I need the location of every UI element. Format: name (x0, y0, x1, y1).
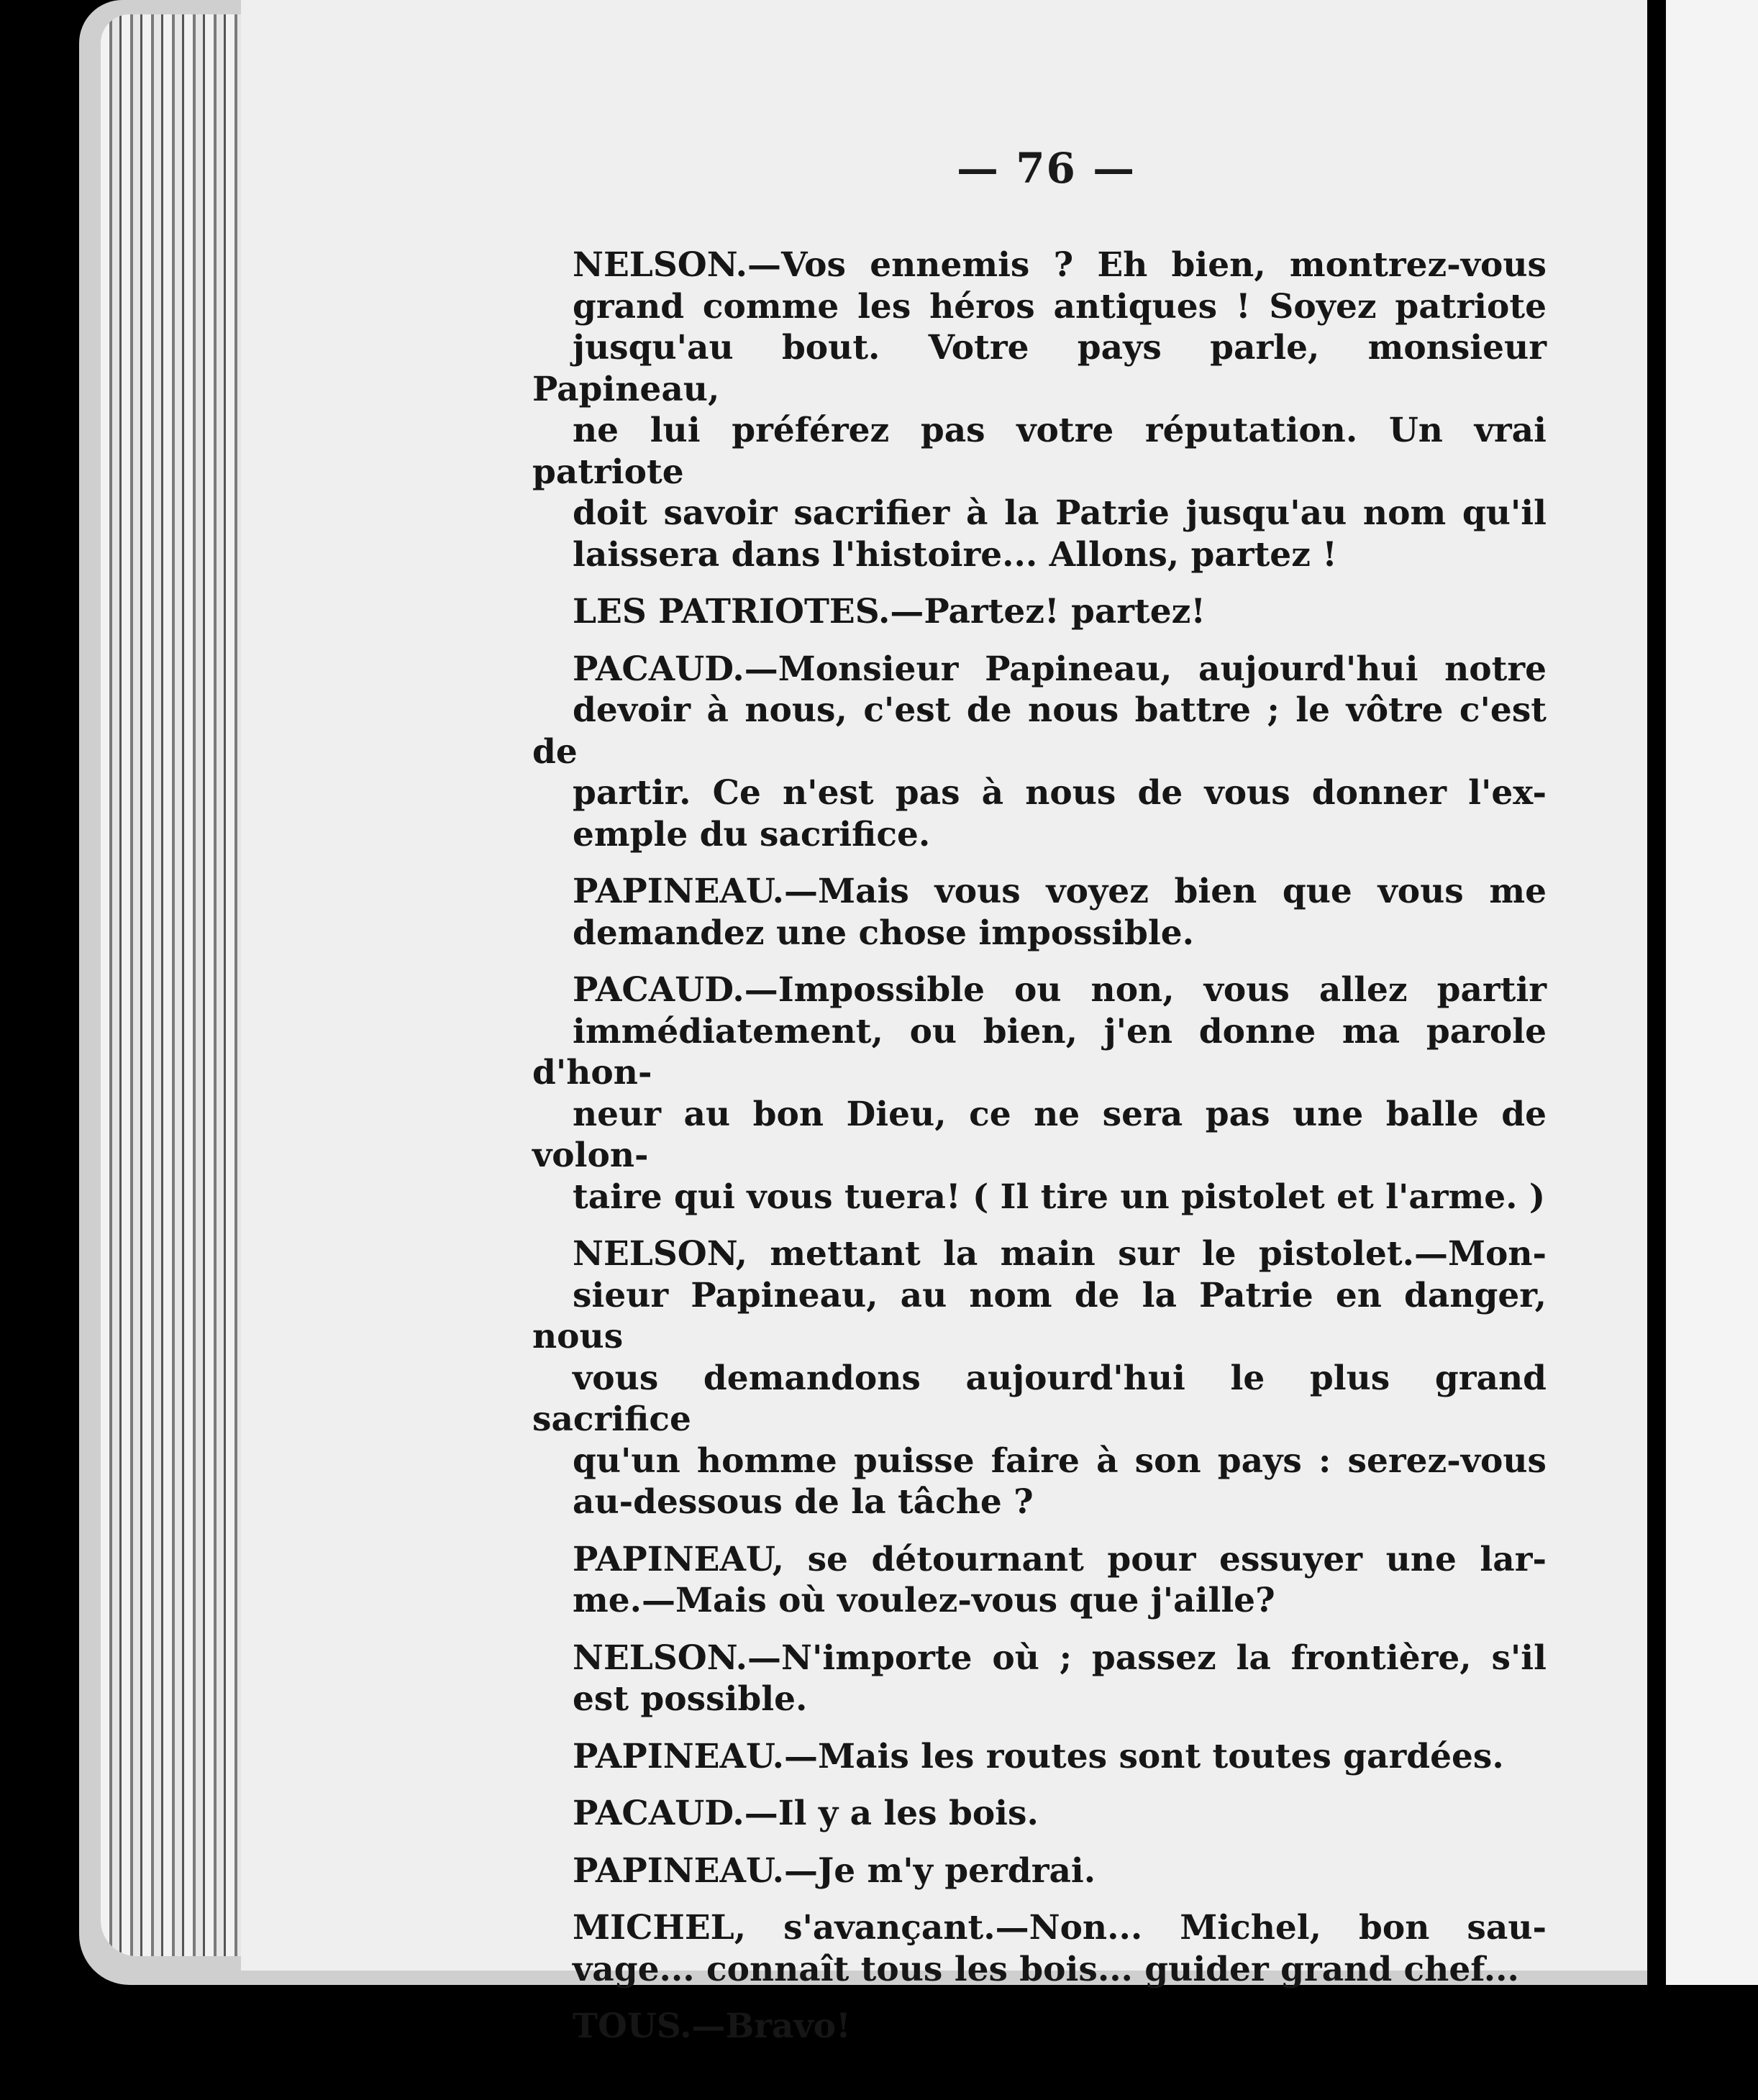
text-line: laissera dans l'histoire... Allons, partez ! (573, 534, 1337, 575)
text-line: vous demandons aujourd'hui le plus grand sacrifice (532, 1358, 1547, 1439)
text-line: demandez une chose impossible. (573, 913, 1194, 953)
text-line: me.—Mais où voulez-vous que j'aille? (573, 1581, 1275, 1620)
text-line: devoir à nous, c'est de nous battre ; le vôtre c'est de (532, 690, 1547, 772)
text-line: PAPINEAU.—Je m'y perdrai. (573, 1850, 1096, 1891)
text-line: taire qui vous tuera! ( Il tire un pistolet et l'arme. ) (573, 1177, 1546, 1217)
text-line: LES PATRIOTES.—Partez! partez! (573, 592, 1206, 631)
text-line: PACAUD.—Il y a les bois. (573, 1794, 1039, 1833)
paragraph (532, 245, 1547, 575)
text-line: emple du sacrifice. (573, 814, 931, 854)
right-border (1647, 0, 1666, 1985)
text-line: PACAUD.—Impossible ou non, vous allez partir (573, 970, 1547, 1010)
text-line: MICHEL, s'avançant.—Non... Michel, bon sau- (573, 1908, 1547, 1948)
text-line: qu'un homme puisse faire à son pays : serez-vous (573, 1441, 1547, 1481)
text-line: PAPINEAU, se détournant pour essuyer une lar- (573, 1539, 1547, 1579)
text-line: partir. Ce n'est pas à nous de vous donner l'ex- (573, 773, 1547, 813)
paragraph (532, 591, 1547, 633)
text-line: doit savoir sacrifier à la Patrie jusqu'au nom qu'il (573, 493, 1547, 533)
text-line: neur au bon Dieu, ce ne sera pas une balle de volon- (532, 1094, 1547, 1175)
text-line: NELSON, mettant la main sur le pistolet.—Mon- (573, 1234, 1547, 1274)
paragraph (532, 871, 1547, 954)
text-line: PAPINEAU.—Mais vous voyez bien que vous me (573, 872, 1547, 911)
page-edges (101, 14, 252, 1956)
text-line: au-dessous de la tâche ? (573, 1482, 1034, 1522)
text-line: PACAUD.—Monsieur Papineau, aujourd'hui notre (573, 649, 1547, 689)
text-line: PAPINEAU.—Mais les routes sont toutes gardées. (573, 1736, 1504, 1776)
text-line: NELSON.—Vos ennemis ? Eh bien, montrez-vous (573, 245, 1547, 285)
paragraph (532, 1907, 1547, 1990)
paragraph (532, 1793, 1547, 1835)
paragraph (532, 1539, 1547, 1622)
paragraph (532, 969, 1547, 1218)
text-line: ne lui préférez pas votre réputation. Un vrai patriote (532, 411, 1547, 492)
play-text (532, 144, 1547, 2063)
facing-page-strip (1666, 0, 1758, 1985)
text-line: immédiatement, ou bien, j'en donne ma parole d'hon- (532, 1011, 1547, 1092)
text-line: sieur Papineau, au nom de la Patrie en danger, nous (532, 1275, 1547, 1356)
paragraph (532, 1638, 1547, 1720)
paragraph (532, 649, 1547, 856)
paragraph (532, 1736, 1547, 1778)
text-line: est possible. (573, 1679, 808, 1719)
text-line: TOUS.—Bravo! (573, 2007, 851, 2046)
paragraph (532, 2006, 1547, 2048)
text-line: NELSON.—N'importe où ; passez la frontière, s'il (573, 1638, 1547, 1678)
page-number: — 76 — (957, 144, 1137, 193)
paragraph (532, 1850, 1547, 1892)
paragraph (532, 1233, 1547, 1523)
text-line: vage... connaît tous les bois... guider grand chef... (573, 1949, 1519, 1989)
text-line: jusqu'au bout. Votre pays parle, monsieur Papineau, (532, 328, 1547, 409)
text-line: grand comme les héros antiques ! Soyez patriote (573, 286, 1547, 327)
